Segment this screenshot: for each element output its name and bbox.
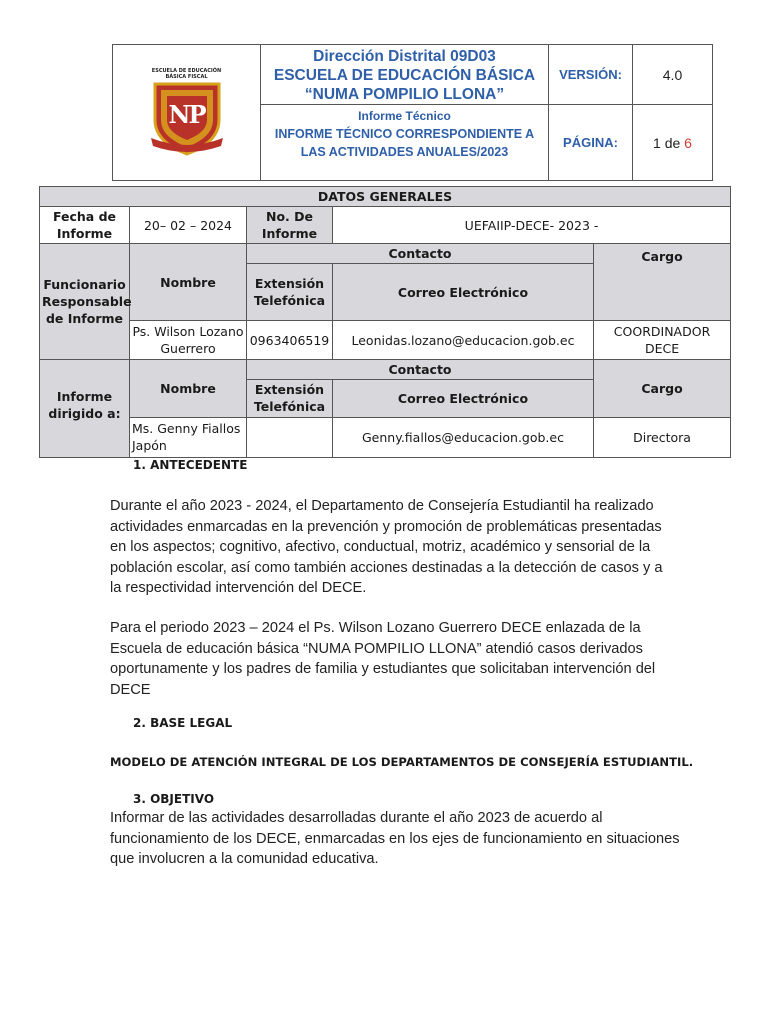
paragraph-line: Durante el año 2023 - 2024, el Departamento de Consejería Estudiantil ha realizado <box>110 498 654 514</box>
no-informe-label: No. De Informe <box>247 207 333 244</box>
section-objetivo-heading: 3. OBJETIVO <box>133 792 215 806</box>
report-subtitle: Informe Técnico <box>358 111 451 121</box>
funcionario-correo-label: Correo Electrónico <box>333 264 594 321</box>
dirigido-telefono <box>247 417 333 457</box>
paragraph-line: que involucren a la comunidad educativa. <box>110 851 379 867</box>
report-title-cell <box>261 105 549 181</box>
paragraph-line: población escolar, así como también acciones destinadas a la detección de casos y a <box>110 559 663 576</box>
paragraph-line: Para el periodo 2023 – 2024 el Ps. Wilson Lozano Guerrero DECE enlazada de la <box>110 620 641 636</box>
header-table <box>112 44 713 181</box>
paragraph-line: Informar de las actividades desarrolladas durante el año 2023 de acuerdo al <box>110 810 603 826</box>
paragraph-line: funcionamiento de los DECE, enmarcadas en los ejes de funcionamiento en situaciones <box>110 830 680 847</box>
header-line3: “NUMA POMPILIO LLONA” <box>304 86 505 103</box>
datos-generales-table <box>39 186 731 458</box>
funcionario-cargo: COORDINADOR DECE <box>594 321 731 359</box>
paragraph-line: DECE <box>110 681 151 698</box>
funcionario-extension-label: Extensión Telefónica <box>247 264 333 321</box>
fecha-value: 20– 02 – 2024 <box>130 207 247 244</box>
header-title-cell <box>261 45 549 105</box>
logo-letters: NP <box>168 99 205 129</box>
fecha-label: Fecha de Informe <box>40 207 130 244</box>
paragraph-line: en los aspectos; cognitivo, afectivo, conductual, motriz, académico y sensorial de la <box>110 539 651 555</box>
dirigido-correo: Genny.fiallos@educacion.gob.ec <box>333 417 594 457</box>
paragraph-antecedente <box>110 496 700 599</box>
funcionario-cargo-label: Cargo <box>594 244 731 321</box>
funcionario-telefono: 0963406519 <box>247 321 333 359</box>
report-line1: INFORME TÉCNICO CORRESPONDIENTE A <box>274 127 535 141</box>
page-value <box>633 105 713 181</box>
funcionario-correo: Leonidas.lozano@educacion.gob.ec <box>333 321 594 359</box>
report-line2: LAS ACTIVIDADES ANUALES/2023 <box>300 145 509 159</box>
datos-title: DATOS GENERALES <box>40 187 731 207</box>
version-label: VERSIÓN: <box>549 45 633 105</box>
dirigido-extension-label: Extensión Telefónica <box>247 379 333 417</box>
dirigido-cargo-label: Cargo <box>594 359 731 417</box>
base-legal-text: MODELO DE ATENCIÓN INTEGRAL DE LOS DEPARTAMENTOS DE CONSEJERÍA ESTUDIANTIL. <box>110 755 694 769</box>
page-current: 1 de <box>653 134 681 151</box>
funcionario-nombre: Ps. Wilson Lozano Guerrero <box>130 321 247 359</box>
section-base-legal-heading: 2. BASE LEGAL <box>133 716 233 730</box>
no-informe-value: UEFAIIP-DECE- 2023 - <box>333 207 731 244</box>
dirigido-contacto-label: Contacto <box>247 359 594 379</box>
funcionario-label: Funcionario Responsable de Informe <box>40 244 130 359</box>
section-antecedente-heading: 1. ANTECEDENTE <box>133 458 248 472</box>
paragraph-line: oportunamente y los padres de familia y estudiantes que solicitaban intervención del <box>110 661 656 677</box>
funcionario-nombre-label: Nombre <box>130 244 247 321</box>
dirigido-cargo: Directora <box>594 417 731 457</box>
logo-text-line1: ESCUELA DE EDUCACIÓN <box>151 67 222 74</box>
school-logo <box>147 68 227 158</box>
page-label: PÁGINA: <box>549 105 633 181</box>
paragraph-line: la respectividad intervención del DECE. <box>110 580 367 596</box>
page-total: 6 <box>684 134 692 151</box>
dirigido-correo-label: Correo Electrónico <box>333 379 594 417</box>
header-line2: ESCUELA DE EDUCACIÓN BÁSICA <box>273 67 536 84</box>
paragraph-objetivo <box>110 808 700 870</box>
logo-cell <box>113 45 261 181</box>
paragraph-line: actividades enmarcadas en la prevención y promoción de problemáticas presentadas <box>110 518 662 535</box>
version-value: 4.0 <box>633 45 713 105</box>
funcionario-contacto-label: Contacto <box>247 244 594 264</box>
logo-text-line2: BÁSICA FISCAL <box>165 73 208 80</box>
paragraph-periodo <box>110 618 700 700</box>
dirigido-label: Informe dirigido a: <box>40 359 130 457</box>
paragraph-line: Escuela de educación básica “NUMA POMPILIO LLONA” atendió casos derivados <box>110 640 643 657</box>
dirigido-nombre: Ms. Genny Fiallos Japón <box>130 417 247 457</box>
dirigido-nombre-label: Nombre <box>130 359 247 417</box>
header-line1: Dirección Distrital 09D03 <box>313 48 496 65</box>
